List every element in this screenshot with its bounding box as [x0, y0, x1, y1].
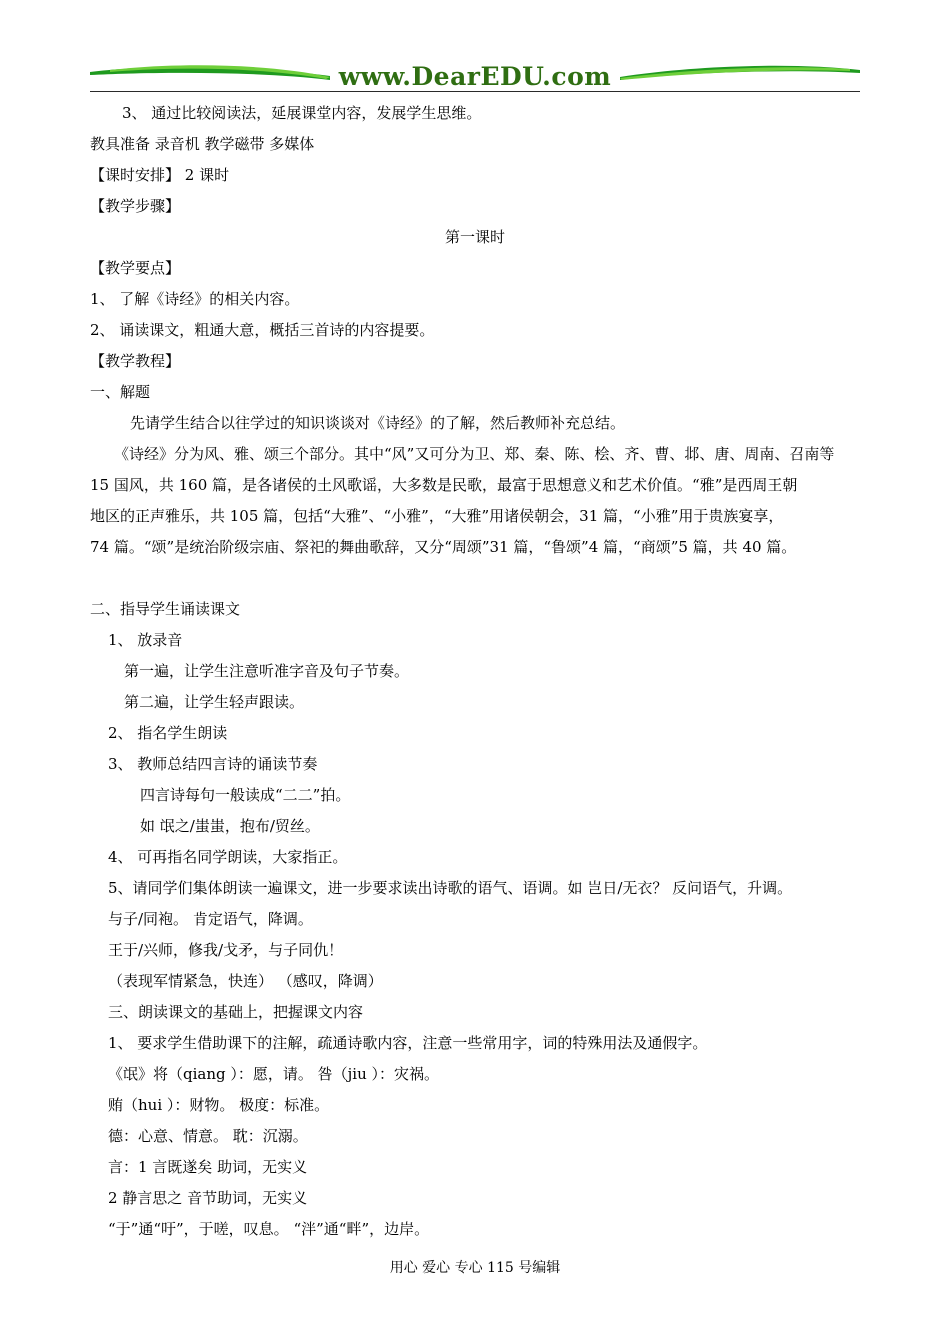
text-line: 《氓》将（qiang ）：愿，请。 咎（jiu ）：灾祸。	[108, 1065, 440, 1083]
site-logo-text: www.DearEDU.com	[338, 62, 612, 91]
text-line: 第二遍，让学生轻声跟读。	[124, 693, 305, 711]
text-line: 教具准备 录音机 教学磁带 多媒体	[90, 135, 315, 153]
text-line: “于”通“吁”，于嗟，叹息。 “泮”通“畔”，边岸。	[108, 1220, 430, 1238]
text-line: 1、 了解《诗经》的相关内容。	[90, 290, 300, 308]
text-line: 【课时安排】 2 课时	[90, 166, 230, 184]
text-line: 3、 通过比较阅读法，延展课堂内容，发展学生思维。	[122, 104, 482, 122]
document-body	[90, 98, 880, 1245]
blank-line	[90, 563, 880, 594]
text-line: 15 国风，共 160 篇，是各诸侯的土风歌谣，大多数是民歌，最富于思想意义和艺术价值。“雅”是西周王朝	[90, 476, 798, 494]
text-line: 2 静言思之 音节助词，无实义	[108, 1189, 308, 1207]
text-line: 1、 要求学生借助课下的注解，疏通诗歌内容，注意一些常用字，词的特殊用法及通假字。	[108, 1034, 708, 1052]
text-line: 【教学要点】	[90, 259, 181, 277]
text-line: 【教学步骤】	[90, 197, 181, 215]
text-line: 贿（hui ）：财物。 极度：标准。	[108, 1096, 330, 1114]
text-line: 言：1 言既遂矣 助词，无实义	[108, 1158, 308, 1176]
text-line: 《诗经》分为风、雅、颂三个部分。其中“风”又可分为卫、郑、秦、陈、桧、齐、曹、邶、唐、周南、召南等	[114, 445, 835, 463]
text-line: 地区的正声雅乐，共 105 篇，包括“大雅”、“小雅”，“大雅”用诸侯朝会，31 篇，“小雅”用于贵族宴享，	[90, 507, 784, 525]
text-line: 第一遍，让学生注意听准字音及句子节奏。	[124, 662, 410, 680]
text-line: 4、 可再指名同学朗读，大家指正。	[108, 848, 348, 866]
site-header-banner	[90, 60, 860, 94]
text-line: 5、请同学们集体朗读一遍课文，进一步要求读出诗歌的语气、语调。如 岂日/无衣？ 反问语气，升调。	[108, 879, 793, 897]
text-line: 与子/同袍。 肯定语气，降调。	[108, 910, 313, 928]
text-line: 德：心意、情意。 耽：沉溺。	[108, 1127, 308, 1145]
text-line: 四言诗每句一般读成“二二”拍。	[140, 786, 351, 804]
section-heading: 第一课时	[444, 228, 505, 246]
text-line: 3、 教师总结四言诗的诵读节奏	[108, 755, 318, 773]
header-divider	[90, 91, 860, 92]
text-line: （表现军情紧急，快连） （感叹，降调）	[108, 972, 383, 990]
page-footer: 用心 爱心 专心 115 号编辑	[389, 1260, 561, 1276]
text-line: 一、解题	[90, 383, 151, 401]
text-line: 如 氓之/蚩蚩，抱布/贸丝。	[140, 817, 320, 835]
text-line: 王于/兴师，修我/戈矛，与子同仇！	[108, 941, 344, 959]
text-line: 2、 诵读课文，粗通大意，概括三首诗的内容提要。	[90, 321, 435, 339]
text-line: 74 篇。“颂”是统治阶级宗庙、祭祀的舞曲歌辞，又分“周颂”31 篇，“鲁颂”4 篇，“商颂”5 篇，共 40 篇。	[90, 538, 797, 556]
text-line: 三、朗读课文的基础上，把握课文内容	[108, 1003, 364, 1021]
text-line: 二、指导学生诵读课文	[90, 600, 241, 618]
text-line: 先请学生结合以往学过的知识谈谈对《诗经》的了解，然后教师补充总结。	[130, 414, 626, 432]
text-line: 1、 放录音	[108, 631, 183, 649]
text-line: 2、 指名学生朗读	[108, 724, 228, 742]
text-line: 【教学教程】	[90, 352, 181, 370]
